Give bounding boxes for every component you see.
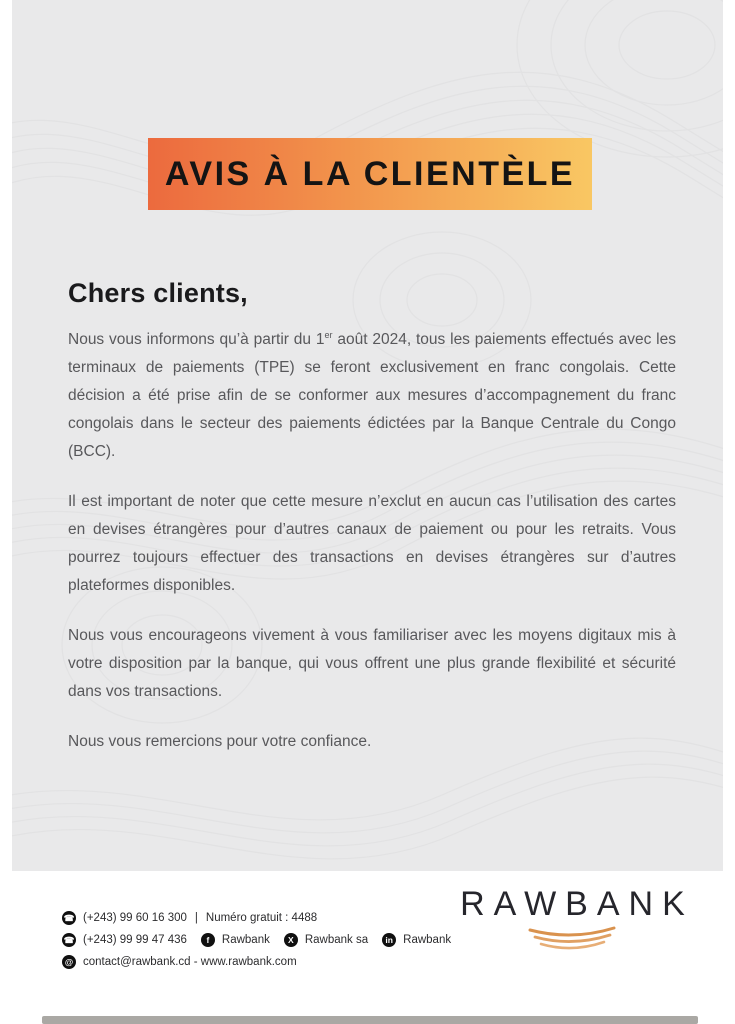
paragraph-foreign-currency: Il est important de noter que cette mesure n’exclut en aucun cas l’utilisation des cartes en devises étrangères pour d’autres canaux de paiement ou pour les retraits. Vous pourrez toujours effectuer des transactions en devises étrangères sur d’autres plateformes disponibles. [68, 493, 676, 594]
phone-icon: ☎ [62, 911, 76, 925]
facebook-icon: f [201, 933, 215, 947]
rawbank-wordmark: RAWBANK [460, 885, 694, 923]
email-website: contact@rawbank.cd - www.rawbank.com [83, 956, 297, 968]
contact-block [62, 907, 451, 973]
whatsapp-number: (+243) 99 99 47 436 [83, 934, 187, 946]
paragraph-thanks: Nous vous remercions pour votre confiance. [68, 733, 372, 750]
notice-body [68, 276, 676, 778]
free-number-label: Numéro gratuit : 4488 [205, 912, 318, 924]
linkedin-handle: Rawbank [403, 934, 452, 946]
email-icon: @ [62, 955, 76, 969]
paragraph-payments-tpe [68, 326, 676, 466]
whatsapp-icon: ☎ [62, 933, 76, 947]
footer [0, 871, 735, 1024]
contact-line-email [62, 951, 451, 973]
notice-sheet [12, 0, 723, 871]
phone-number: (+243) 99 60 16 300 [83, 912, 187, 924]
x-handle: Rawbank sa [304, 934, 369, 946]
bottom-edge-bar [42, 1016, 698, 1024]
x-icon: X [284, 933, 298, 947]
contact-line-phone [62, 907, 451, 929]
facebook-handle: Rawbank [221, 934, 270, 946]
paragraph-1-text-after: août 2024, tous les paiements effectués avec les terminaux de paiements (TPE) se feront exclusivement en franc congolais. Cette décision a été prise afin de se conformer aux mesures d’accompagnement du franc congolais dans le secteur des paiements édictées par la Banque Centrale du Congo (BCC). [68, 331, 676, 460]
paragraph-1-text-before: Nous vous informons qu’à partir du 1 [68, 331, 325, 348]
contact-separator: | [194, 912, 198, 924]
page-title: AVIS À LA CLIENTÈLE [164, 154, 576, 193]
contact-line-social [62, 929, 451, 951]
greeting-heading: Chers clients, [68, 278, 248, 308]
ordinal-superscript: er [324, 329, 333, 340]
title-banner [148, 138, 592, 210]
rawbank-arcs-icon [526, 926, 618, 954]
rawbank-logo [451, 885, 694, 954]
linkedin-icon: in [382, 933, 396, 947]
paragraph-digital-means: Nous vous encourageons vivement à vous familiariser avec les moyens digitaux mis à votre disposition par la banque, qui vous offrent une plus grande flexibilité et sécurité dans vos transactions. [68, 627, 676, 700]
